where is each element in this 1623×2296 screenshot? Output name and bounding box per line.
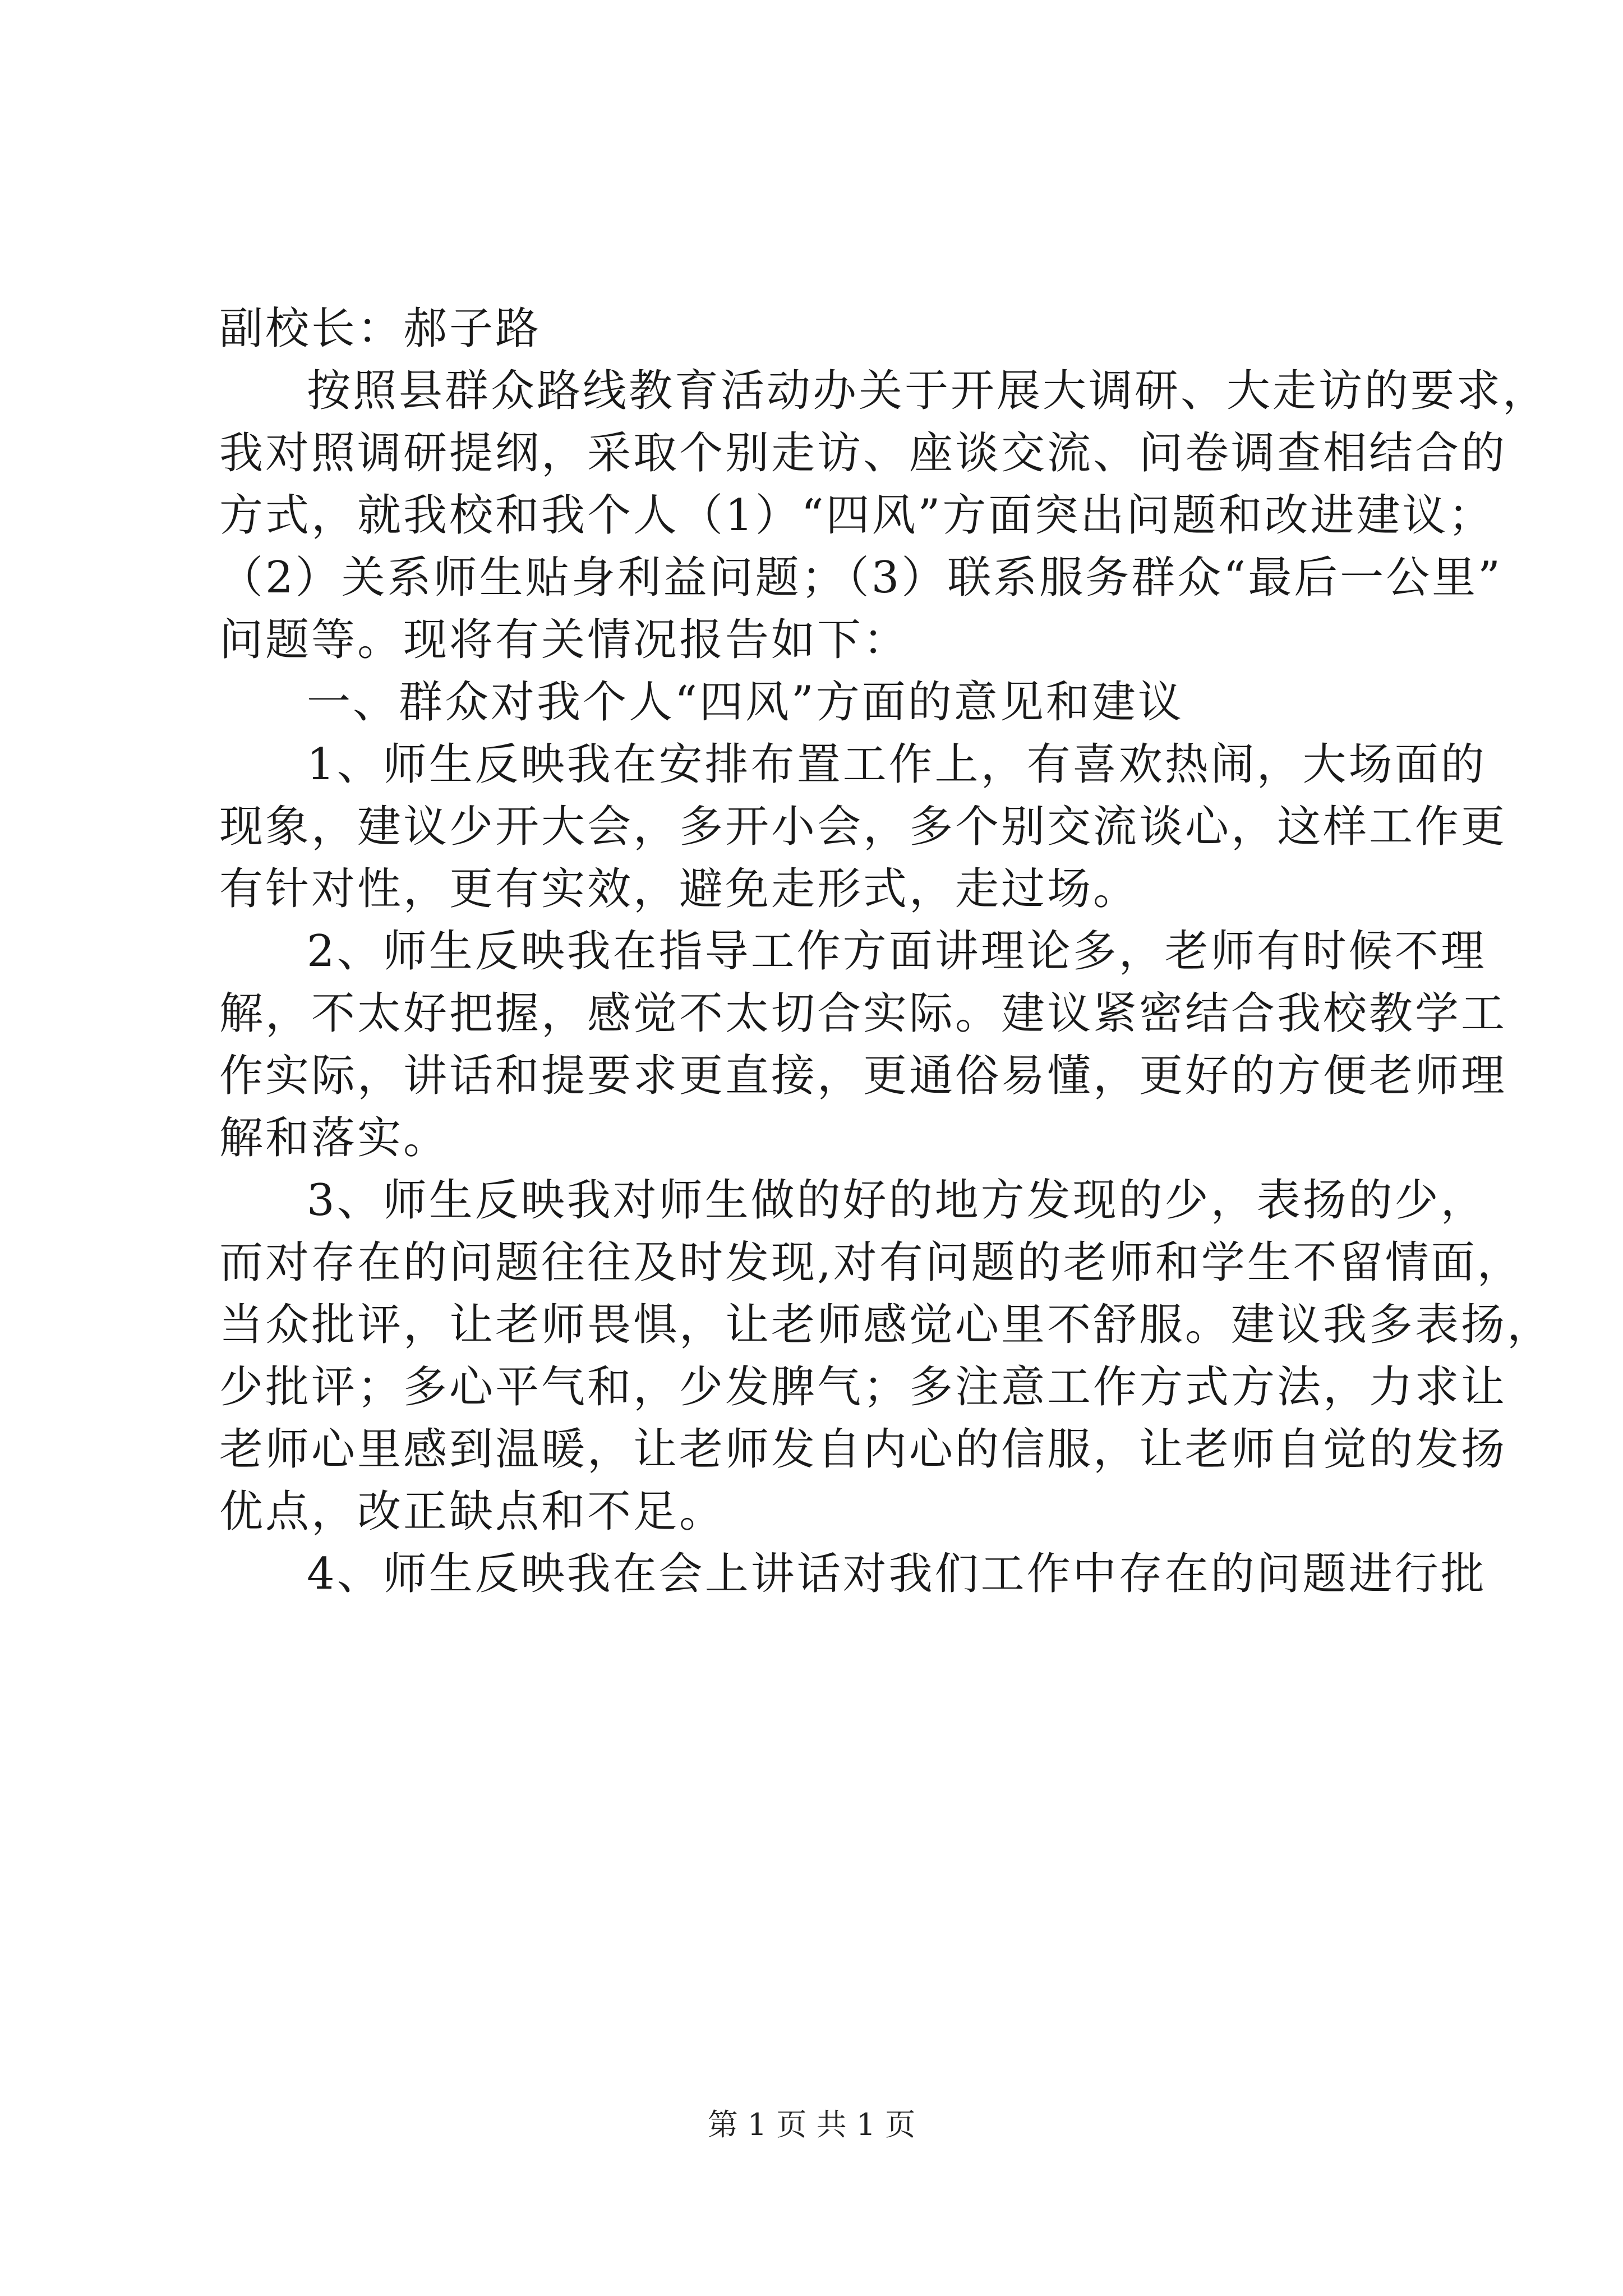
text-line: 老师心里感到温暖，让老师发自内心的信服，让老师自觉的发扬: [219, 1424, 1507, 1475]
text-line: 我对照调研提纲，采取个别走访、座谈交流、问卷调查相结合的: [219, 428, 1507, 478]
text-line: 解，不太好把握，感觉不太切合实际。建议紧密结合我校教学工: [219, 988, 1507, 1039]
text-line: 作实际，讲话和提要求更直接，更通俗易懂，更好的方便老师理: [219, 1051, 1507, 1101]
text-line: 按照县群众路线教育活动办关于开展大调研、大走访的要求，: [307, 366, 1549, 416]
text-line: 问题等。现将有关情况报告如下：: [219, 615, 910, 665]
text-line: 少批评；多心平气和，少发脾气；多注意工作方式方法，力求让: [219, 1362, 1507, 1412]
text-line: 4、师生反映我在会上讲话对我们工作中存在的问题进行批: [307, 1549, 1487, 1599]
text-line: 优点，改正缺点和不足。: [219, 1487, 726, 1537]
text-line: （2）关系师生贴身利益问题；（3）联系服务群众“最后一公里”: [219, 553, 1503, 603]
text-line: 解和落实。: [219, 1113, 450, 1163]
text-line: 一、群众对我个人“四风”方面的意见和建议: [307, 677, 1184, 728]
text-line: 2、师生反映我在指导工作方面讲理论多，老师有时候不理: [307, 926, 1487, 977]
page-footer: 第 1 页 共 1 页: [707, 2107, 916, 2142]
text-line: 而对存在的问题往往及时发现,对有问题的老师和学生不留情面，: [219, 1237, 1523, 1288]
text-line: 有针对性，更有实效，避免走形式，走过场。: [219, 864, 1140, 914]
text-line: 3、师生反映我对师生做的好的地方发现的少，表扬的少，: [307, 1175, 1487, 1226]
text-line: 方式，就我校和我个人（1）“四风”方面突出问题和改进建议；: [219, 490, 1495, 541]
text-line: 现象，建议少开大会，多开小会，多个别交流谈心，这样工作更: [219, 802, 1507, 852]
text-line: 当众批评，让老师畏惧，让老师感觉心里不舒服。建议我多表扬，: [219, 1300, 1553, 1350]
text-line: 副校长：郝子路: [219, 303, 542, 354]
text-line: 1、师生反映我在安排布置工作上，有喜欢热闹，大场面的: [307, 739, 1487, 790]
